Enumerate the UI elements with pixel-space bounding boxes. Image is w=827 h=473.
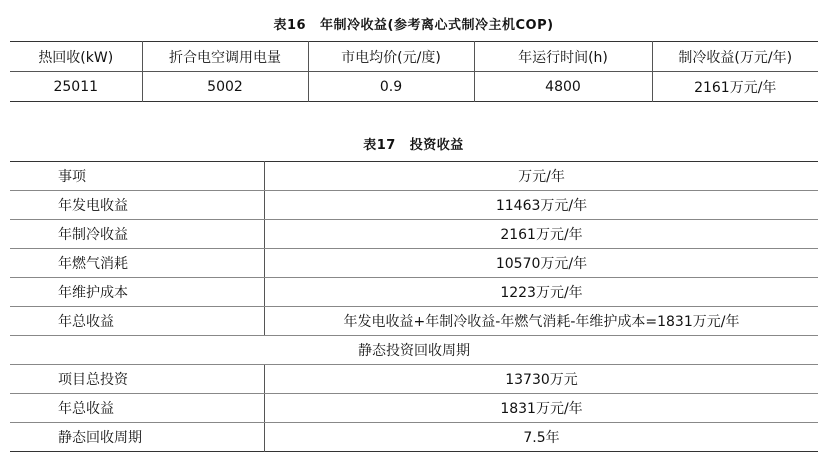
header-annual-hours: 年运行时间(h) xyxy=(474,42,652,72)
row-item: 年总收益 xyxy=(10,307,265,336)
row-item: 年发电收益 xyxy=(10,191,265,220)
cell-annual-hours: 4800 xyxy=(474,72,652,102)
cell-equivalent-power: 5002 xyxy=(142,72,308,102)
cooling-revenue-table xyxy=(10,41,818,102)
table16-title: 年制冷收益(参考离心式制冷主机COP) xyxy=(320,18,554,33)
table16-number: 表16 xyxy=(273,18,307,33)
header-unit: 万元/年 xyxy=(265,162,819,191)
row-value: 1223万元/年 xyxy=(265,278,819,307)
row-item: 静态回收周期 xyxy=(10,423,265,452)
row-value: 10570万元/年 xyxy=(265,249,819,278)
table-row xyxy=(10,394,818,423)
section-row xyxy=(10,336,818,365)
table17-caption xyxy=(0,134,827,153)
row-item: 年维护成本 xyxy=(10,278,265,307)
table17-number: 表17 xyxy=(363,138,396,153)
header-heat-recovery: 热回收(kW) xyxy=(10,42,142,72)
row-value: 2161万元/年 xyxy=(265,220,819,249)
table-row xyxy=(10,72,818,102)
table-header-row xyxy=(10,42,818,72)
investment-return-table xyxy=(10,161,818,452)
table-row xyxy=(10,191,818,220)
cell-cooling-revenue: 2161万元/年 xyxy=(652,72,818,102)
table-row xyxy=(10,278,818,307)
cell-heat-recovery: 25011 xyxy=(53,78,99,95)
table-row xyxy=(10,220,818,249)
header-electricity-price: 市电均价(元/度) xyxy=(308,42,474,72)
cell-electricity-price: 0.9 xyxy=(308,72,474,102)
table-row xyxy=(10,365,818,394)
table-header-row xyxy=(10,162,818,191)
table17-title: 投资收益 xyxy=(409,138,464,153)
row-item: 年制冷收益 xyxy=(10,220,265,249)
table-row xyxy=(10,307,818,336)
table-row xyxy=(10,249,818,278)
header-cooling-revenue: 制冷收益(万元/年) xyxy=(652,42,818,72)
row-value: 11463万元/年 xyxy=(265,191,819,220)
section-title: 静态投资回收周期 xyxy=(10,336,818,365)
table-row xyxy=(10,423,818,452)
header-item: 事项 xyxy=(10,162,265,191)
row-value: 7.5年 xyxy=(523,430,560,446)
row-value: 13730万元 xyxy=(265,365,819,394)
row-value: 年发电收益+年制冷收益-年燃气消耗-年维护成本=1831万元/年 xyxy=(265,307,819,336)
row-item: 项目总投资 xyxy=(10,365,265,394)
table16-caption xyxy=(0,14,827,33)
row-value: 1831万元/年 xyxy=(265,394,819,423)
header-equivalent-power: 折合电空调用电量 xyxy=(142,42,308,72)
row-item: 年燃气消耗 xyxy=(10,249,265,278)
row-item: 年总收益 xyxy=(10,394,265,423)
